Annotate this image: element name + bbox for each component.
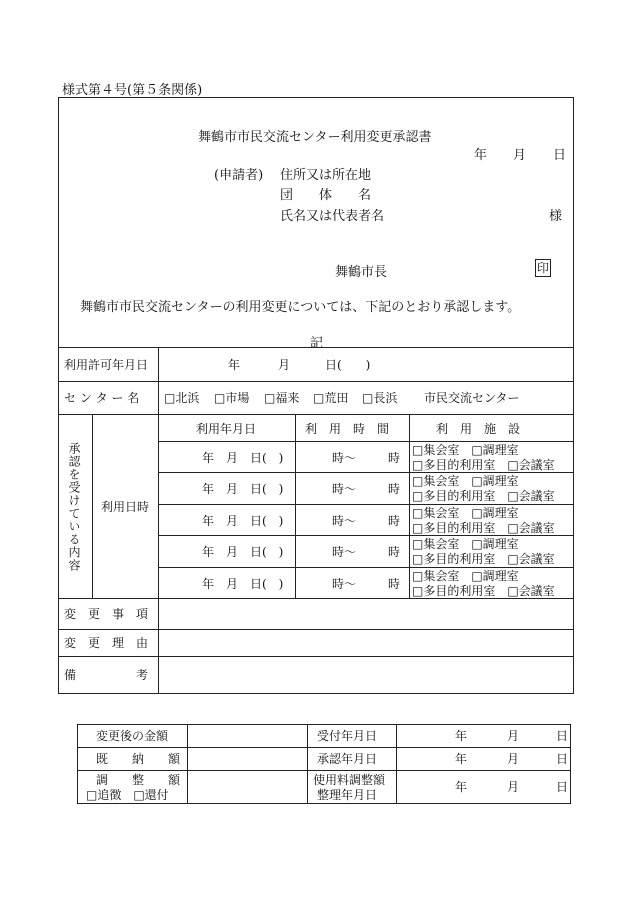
applicant-name: 氏名又は代表者名	[280, 209, 385, 224]
row-date: 年 月 日( )	[202, 577, 284, 591]
ki-mark: 記	[310, 336, 324, 351]
applicant-group: 団 体 名	[280, 188, 372, 203]
date-day: 日	[553, 148, 567, 163]
permit-month: 月	[278, 358, 291, 372]
row-facility-2[interactable]: □多目的利用室 □会議室	[412, 584, 555, 598]
receipt-date-label: 受付年月日	[317, 729, 378, 743]
row-facility-1[interactable]: □集会室 □調理室	[412, 537, 519, 551]
row-time-from: 時～	[332, 482, 357, 496]
row-facility-1[interactable]: □集会室 □調理室	[412, 443, 519, 457]
adjust-label: 調 整 額	[96, 773, 181, 787]
datetime-label: 利用日時	[101, 500, 150, 514]
remarks-label: 備 考	[64, 668, 149, 682]
approved-side-label: 承認を受けている内容	[67, 442, 81, 572]
mayor-title: 舞鶴市長	[335, 265, 388, 280]
rule	[58, 414, 574, 415]
row-facility-2[interactable]: □多目的利用室 □会議室	[412, 489, 555, 503]
rule	[77, 770, 571, 771]
row-time-to: 時	[388, 545, 401, 559]
receipt-month: 月	[507, 729, 520, 743]
rule	[77, 747, 571, 748]
rule	[58, 381, 574, 382]
row-facility-2[interactable]: □多目的利用室 □会議室	[412, 458, 555, 472]
receipt-day: 日	[556, 729, 569, 743]
header-facility: 利 用 施 設	[436, 422, 521, 436]
rule	[396, 724, 397, 804]
rule	[158, 472, 574, 473]
approval-statement: 舞鶴市市民交流センターの利用変更については、下記のとおり承認します。	[80, 300, 521, 315]
honorific: 様	[549, 209, 563, 224]
row-facility-1[interactable]: □集会室 □調理室	[412, 569, 519, 583]
row-time-from: 時～	[332, 577, 357, 591]
adjust-month: 月	[507, 780, 520, 794]
adjust-day: 日	[556, 780, 569, 794]
row-time-from: 時～	[332, 451, 357, 465]
rule	[58, 598, 574, 599]
row-time-from: 時～	[332, 545, 357, 559]
applicant-label: (申請者)	[214, 168, 264, 183]
row-time-to: 時	[388, 482, 401, 496]
center-option-nagahama[interactable]: □長浜	[362, 391, 398, 405]
center-option-arata[interactable]: □荒田	[313, 391, 349, 405]
after-amount-label: 変更後の金額	[96, 729, 169, 743]
rule	[58, 656, 574, 657]
header-time: 利 用 時 間	[305, 422, 390, 436]
row-facility-1[interactable]: □集会室 □調理室	[412, 506, 519, 520]
center-option-fukuki[interactable]: □福来	[264, 391, 300, 405]
adjust-year: 年	[455, 780, 468, 794]
rule	[409, 414, 410, 598]
form-number: 様式第４号(第５条関係)	[62, 83, 203, 98]
rule	[295, 414, 296, 598]
rule	[187, 724, 188, 804]
date-year: 年	[474, 148, 488, 163]
approval-day: 日	[556, 752, 569, 766]
rule	[307, 724, 308, 804]
permit-date-label: 利用許可年月日	[64, 358, 149, 372]
center-option-kitahama[interactable]: □北浜	[164, 391, 200, 405]
rule	[58, 629, 574, 630]
rule	[158, 535, 574, 536]
permit-year: 年	[228, 358, 241, 372]
row-facility-2[interactable]: □多目的利用室 □会議室	[412, 552, 555, 566]
row-facility-1[interactable]: □集会室 □調理室	[412, 474, 519, 488]
row-facility-2[interactable]: □多目的利用室 □会議室	[412, 521, 555, 535]
row-date: 年 月 日( )	[202, 514, 284, 528]
row-time-to: 時	[388, 577, 401, 591]
center-suffix: 市民交流センター	[424, 391, 520, 405]
form-title: 舞鶴市市民交流センター利用変更承認書	[198, 130, 432, 145]
rule	[158, 567, 574, 568]
applicant-address: 住所又は所在地	[280, 168, 372, 183]
fee-adjust-label-2: 整理年月日	[317, 788, 378, 802]
rule	[158, 504, 574, 505]
receipt-year: 年	[455, 729, 468, 743]
change-item-label: 変 更 事 項	[64, 607, 149, 621]
row-date: 年 月 日( )	[202, 482, 284, 496]
approval-month: 月	[507, 752, 520, 766]
adjust-options[interactable]: □追徴 □還付	[86, 788, 169, 802]
approval-date-label: 承認年月日	[317, 752, 378, 766]
rule	[92, 414, 93, 598]
fee-adjust-label-1: 使用料調整額	[313, 773, 386, 787]
center-label: セ ン タ ー 名	[64, 391, 140, 405]
row-time-from: 時～	[332, 514, 357, 528]
rule	[158, 441, 574, 442]
rule	[58, 347, 574, 348]
approval-year: 年	[455, 752, 468, 766]
header-date: 利用年月日	[196, 422, 257, 436]
center-option-ichiba[interactable]: □市場	[214, 391, 250, 405]
rule	[158, 347, 159, 694]
date-month: 月	[513, 148, 527, 163]
row-date: 年 月 日( )	[202, 545, 284, 559]
permit-day: 日( )	[325, 358, 371, 372]
paid-label: 既 納 額	[96, 752, 181, 766]
seal-mark: 印	[536, 261, 549, 275]
row-date: 年 月 日( )	[202, 451, 284, 465]
change-reason-label: 変 更 理 由	[64, 636, 149, 650]
row-time-to: 時	[388, 514, 401, 528]
row-time-to: 時	[388, 451, 401, 465]
